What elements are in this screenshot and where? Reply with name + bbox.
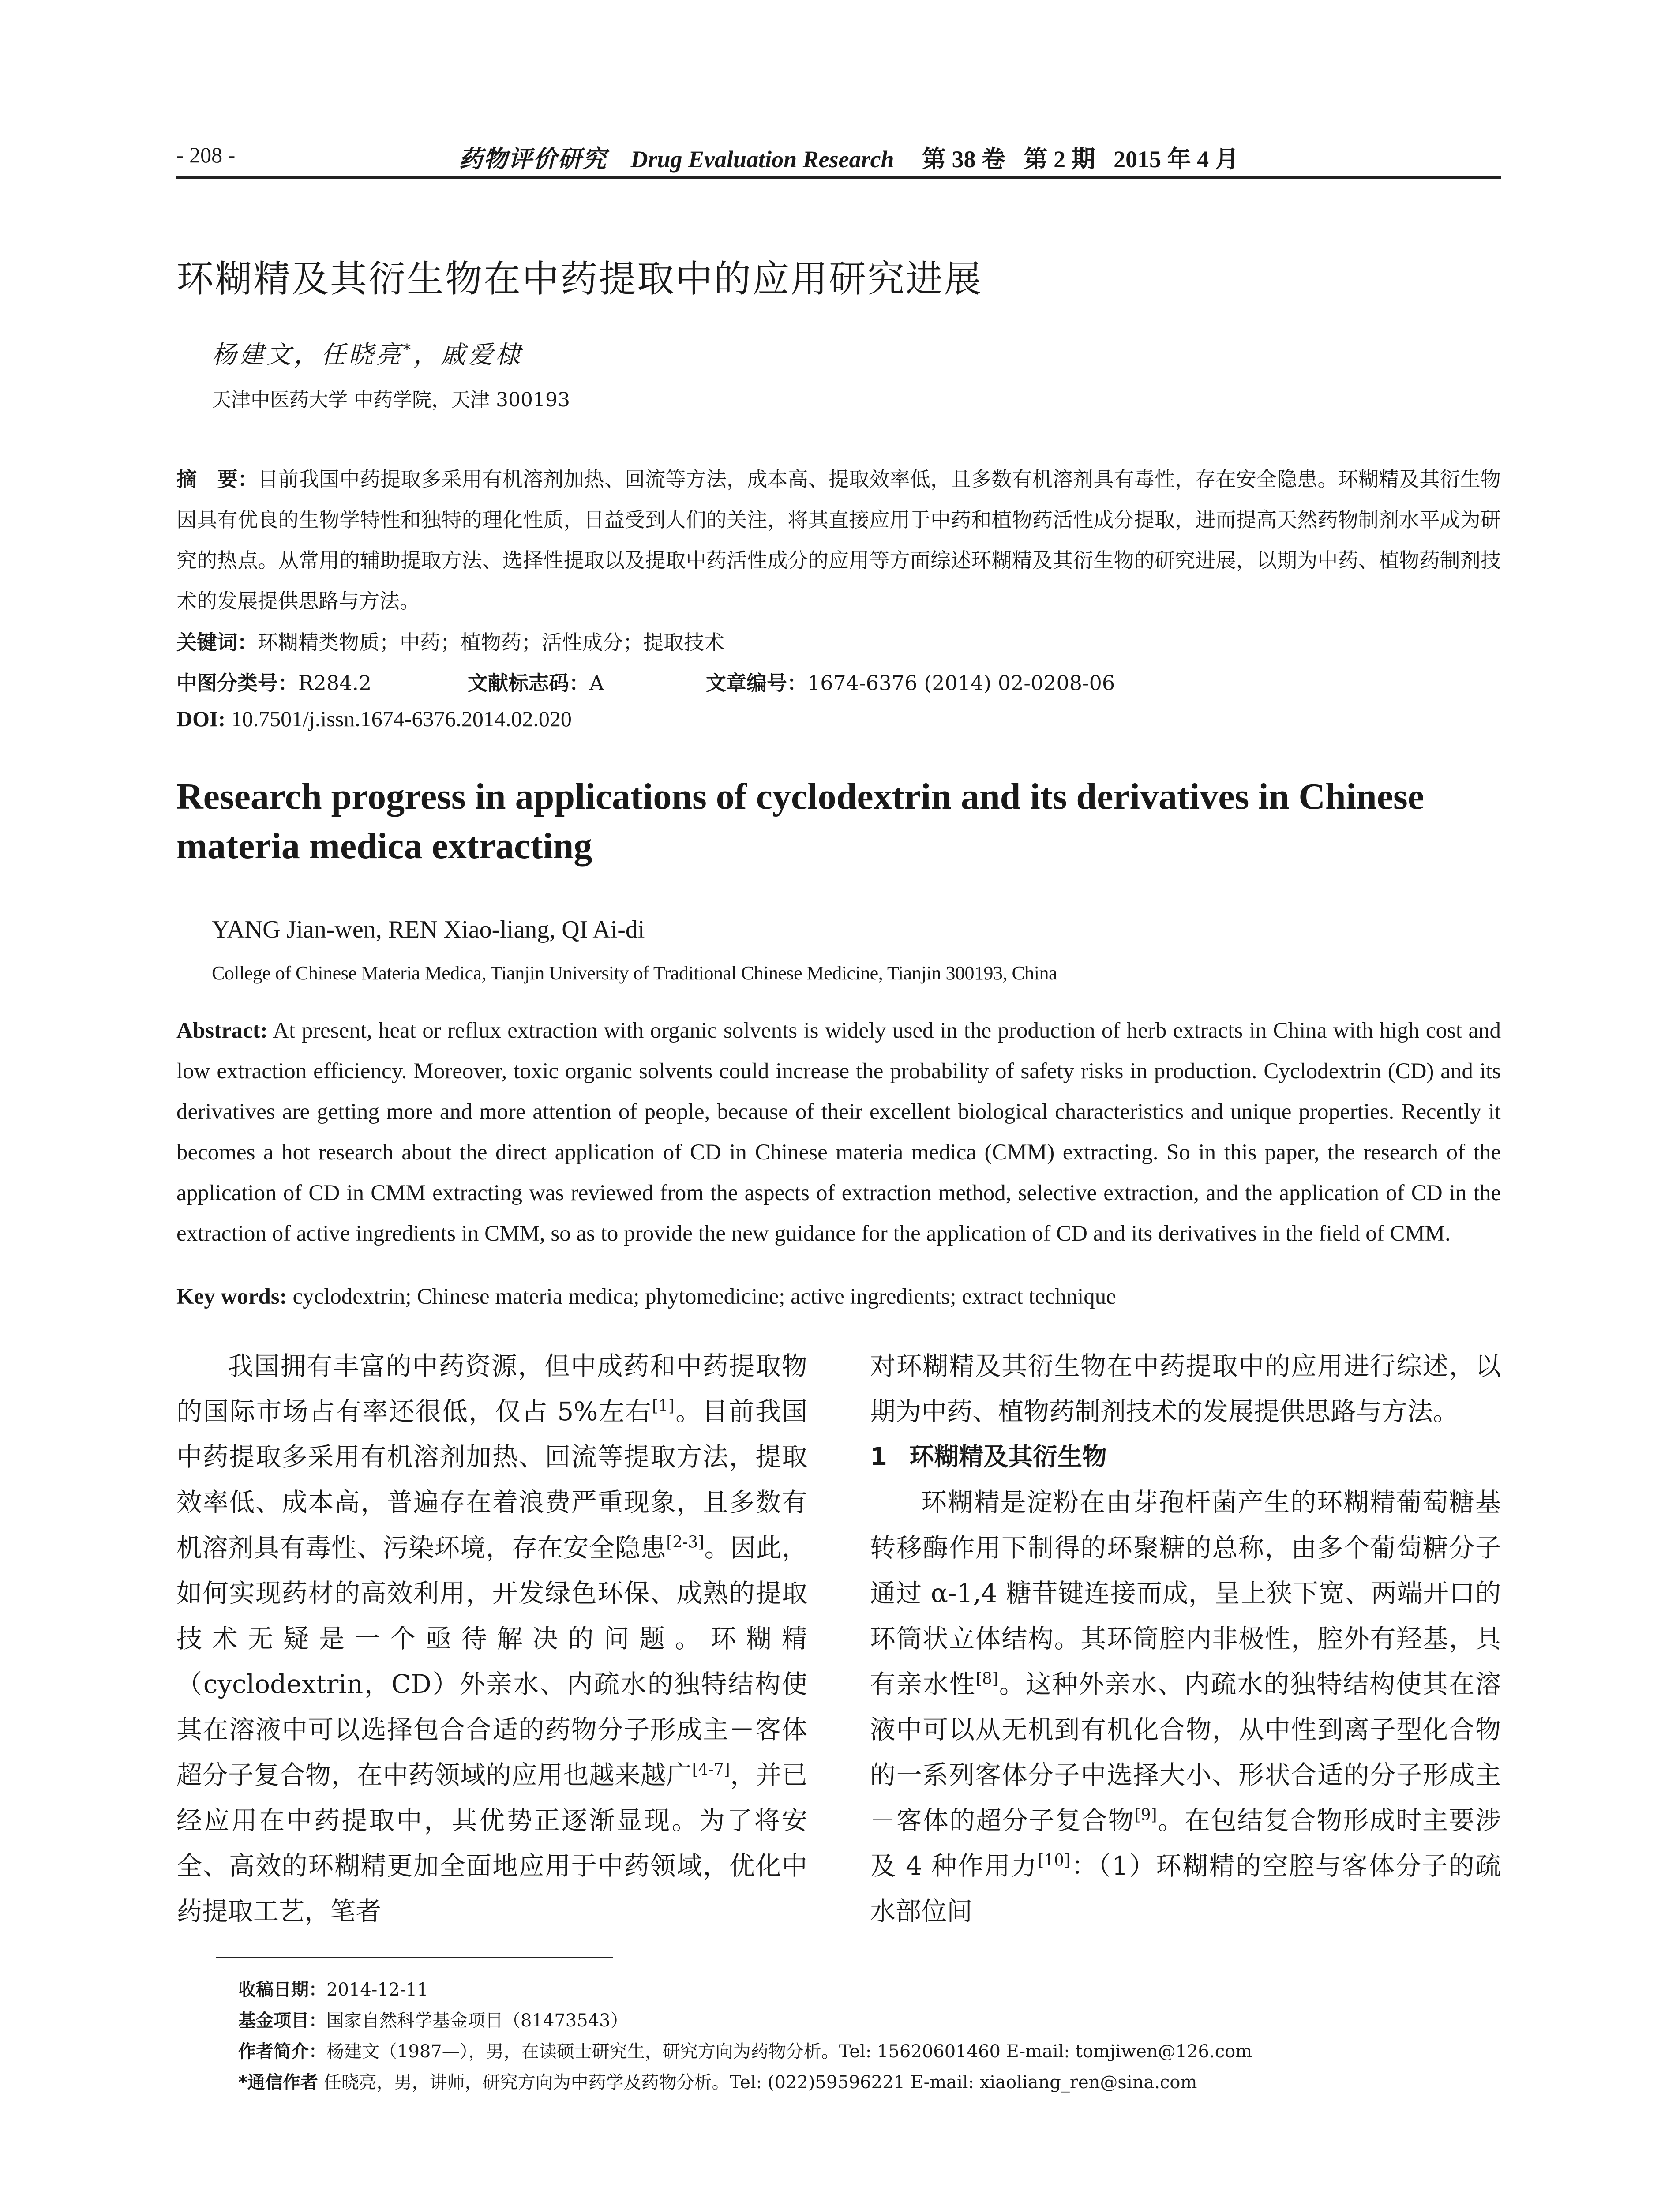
section-title: 环糊精及其衍生物 [909,1443,1107,1471]
journal-logo: 药物评价研究 [459,145,607,173]
body-column-right [870,1343,1501,1934]
keywords-en [176,1284,1501,1309]
citation: [2-3] [666,1533,705,1552]
journal-volume: 第 38 卷 [922,146,1006,173]
paper-title-en: Research progress in applications of cyclodextrin and its derivatives in Chinese materia medica extracting [176,776,1425,867]
keywords-cn [176,627,724,656]
citation: [1] [652,1397,675,1415]
footnote-funding: 基金项目：国家自然科学基金项目（81473543） [238,2011,628,2031]
keywords-cn-text: 环糊精类物质；中药；植物药；活性成分；提取技术 [258,630,724,654]
article-no-label: 文章编号： [706,671,807,695]
keywords-en-label: Key words: [176,1284,287,1309]
paper-title-cn: 环糊精及其衍生物在中药提取中的应用研究进展 [176,257,983,300]
citation: [8] [975,1670,998,1688]
doc-code-label: 文献标志码： [468,671,589,695]
footnote-author-bio: 作者简介：杨建文（1987—），男，在读硕士研究生，研究方向为药物分析。Tel: 15620601460 E-mail: tomjiwen@126.com [238,2041,1252,2062]
clc-value: R284.2 [298,671,372,695]
citation: [10] [1038,1851,1071,1870]
body-column-left [176,1343,807,1934]
footnote-corresponding: *通信作者 任晓亮，男，讲师，研究方向为中药学及药物分析。Tel: (022)59596221 E-mail: xiaoliang_ren@sina.com [238,2072,1197,2093]
authors-en: YANG Jian-wen, REN Xiao-liang, QI Ai-di [212,916,645,943]
body-paragraph: 环糊精是淀粉在由芽孢杆菌产生的环糊精葡萄糖基转移酶作用下制得的环聚糖的总称，由多个葡萄糖分子通过 α-1,4 糖苷键连接而成，呈上狭下宽、两端开口的环筒状立体结构。其环筒腔内非极性，腔外有羟基，具有亲水性[8]。这种外亲水、内疏水的独特结构使其在溶液中可以从无机到有机化合物，从中性到离子型化合物的一系列客体分子中选择大小、形状合适的分子形成主－客体的超分子复合物[9]。在包结复合物形成时主要涉及 4 种作用力[10]：（1）环糊精的空腔与客体分子的疏水部位间 [870,1487,1501,1926]
corresponding-mark: * [403,341,413,359]
authors-cn: 杨建文，任晓亮*，戚爱棣 [212,341,523,369]
affiliation-cn: 天津中医药大学 中药学院，天津 300193 [212,389,570,411]
article-no-value: 1674-6376 (2014) 02-0208-06 [807,671,1115,695]
abstract-cn [176,459,1501,621]
running-header [459,140,1251,174]
doi-line [176,706,572,732]
journal-issue: 第 2 期 [1024,146,1095,173]
clc-label: 中图分类号： [176,671,298,695]
doi-label: DOI: [176,706,226,731]
affiliation-en: College of Chinese Materia Medica, Tianjin University of Traditional Chinese Medicine, Tianjin 300193, China [212,962,1058,984]
header-divider [176,176,1501,179]
page-number: - 208 - [176,143,236,167]
abstract-cn-text: 目前我国中药提取多采用有机溶剂加热、回流等方法，成本高、提取效率低，且多数有机溶剂具有毒性，存在安全隐患。环糊精及其衍生物因具有优良的生物学特性和独特的理化性质，日益受到人们的关注，将其直接应用于中药和植物药活性成分提取，进而提高天然药物制剂水平成为研究的热点。从常用的辅助提取方法、选择性提取以及提取中药活性成分的应用等方面综述环糊精及其衍生物的研究进展，以期为中药、植物药制剂技术的发展提供思路与方法。 [176,467,1501,613]
footnote-received: 收稿日期：2014-12-11 [238,1980,428,2000]
abstract-cn-label: 摘 要： [176,467,258,491]
journal-date: 2015 年 4 月 [1114,146,1239,173]
footnote-divider [216,1957,613,1958]
abstract-en [176,1010,1501,1254]
section-number: 1 [870,1443,887,1471]
classification-line [176,667,1115,696]
citation: [4-7] [692,1760,730,1779]
body-paragraph: 对环糊精及其衍生物在中药提取中的应用进行综述，以期为中药、植物药制剂技术的发展提供思路与方法。 [870,1351,1501,1426]
keywords-cn-label: 关键词： [176,630,258,654]
body-paragraph: 我国拥有丰富的中药资源，但中成药和中药提取物的国际市场占有率还很低，仅占 5%左右[1]。目前我国中药提取多采用有机溶剂加热、回流等提取方法，提取效率低、成本高，普遍存在着浪费严重现象，且多数有机溶剂具有毒性、污染环境，存在安全隐患[2-3]。因此，如何实现药材的高效利用，开发绿色环保、成熟的提取技术无疑是一个亟待解决的问题。环糊精（cyclodextrin，CD）外亲水、内疏水的独特结构使其在溶液中可以选择包合合适的药物分子形成主－客体超分子复合物，在中药领域的应用也越来越广[4-7]，并已经应用在中药提取中，其优势正逐渐显现。为了将安全、高效的环糊精更加全面地应用于中药领域，优化中药提取工艺，笔者 [176,1351,807,1926]
journal-name: Drug Evaluation Research [630,146,894,173]
citation: [9] [1134,1806,1157,1824]
section-heading [870,1434,1501,1480]
abstract-en-text: At present, heat or reflux extraction with organic solvents is widely used in the production of herb extracts in China with high cost and low extraction efficiency. Moreover, toxic organic solvents could increase the probability of safety risks in production. Cyclodextrin (CD) and its derivatives are getting more and more attention of people, because of their excellent biological characteristics and unique properties. Recently it becomes a hot research about the direct application of CD in Chinese materia medica (CMM) extracting. So in this paper, the research of the application of CD in CMM extracting was reviewed from the aspects of extraction method, selective extraction, and the application of CD in the extraction of active ingredients in CMM, so as to provide the new guidance for the application of CD and its derivatives in the field of CMM. [176,1018,1501,1246]
doi-value: 10.7501/j.issn.1674-6376.2014.02.020 [231,706,572,731]
doc-code-value: A [589,671,604,695]
abstract-en-label: Abstract: [176,1018,268,1043]
keywords-en-text: cyclodextrin; Chinese materia medica; phytomedicine; active ingredients; extract technique [292,1284,1116,1309]
